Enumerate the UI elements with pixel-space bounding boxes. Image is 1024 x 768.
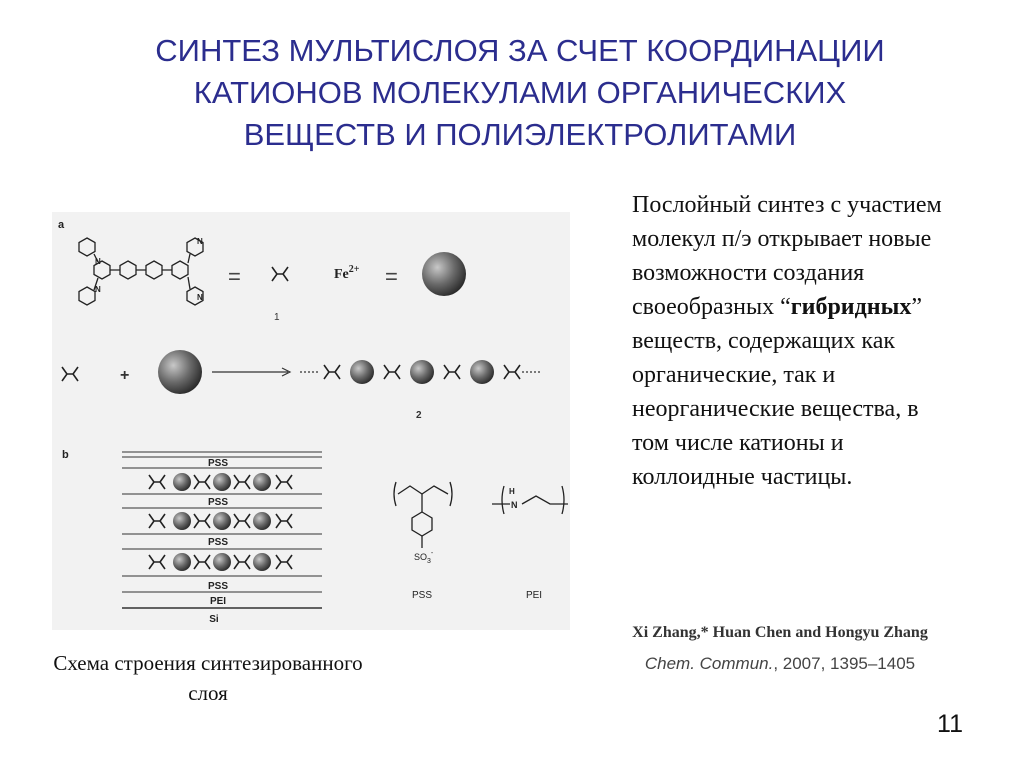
- body-line-4-post: ”: [911, 294, 922, 320]
- body-line-6: органические, так и: [632, 362, 836, 388]
- body-line-4: [632, 290, 1012, 324]
- title-line-1: СИНТЕЗ МУЛЬТИСЛОЯ ЗА СЧЕТ КООРДИНАЦИИ: [155, 33, 885, 68]
- layer-label-si: Si: [209, 614, 219, 625]
- reaction-ion-sphere: [158, 350, 202, 394]
- layer-label-pss-2: PSS: [207, 497, 229, 508]
- fe-label: [334, 264, 360, 282]
- pei-h-label: H: [509, 487, 515, 496]
- body-line-8: том числе катионы и: [632, 430, 844, 456]
- journal-details: , 2007, 1395–1405: [773, 654, 916, 673]
- n-label-1: N: [95, 257, 101, 266]
- plus-sign: +: [120, 367, 130, 384]
- compound-1-label: 1: [274, 312, 280, 323]
- caption-line-1: Схема строения синтезированного: [53, 651, 363, 675]
- n-label-2: N: [95, 285, 101, 294]
- compound-2-label: 2: [416, 410, 422, 421]
- panel-b-label: b: [62, 449, 69, 461]
- ligand-symbol: [272, 267, 288, 281]
- body-line-2: молекул п/э открывает новые: [632, 226, 932, 252]
- panel-a-label: a: [58, 219, 65, 231]
- body-paragraph: [632, 188, 1012, 494]
- n-label-3: N: [197, 237, 203, 246]
- equals-sign-2: =: [385, 264, 398, 289]
- pei-n-label: N: [511, 500, 518, 510]
- pei-structure-label: PEI: [525, 590, 543, 601]
- layer-label-pss-3: PSS: [207, 537, 229, 548]
- layer-label-pss-4: PSS: [207, 581, 229, 592]
- fe-ion-sphere: [422, 252, 466, 296]
- figure-caption: [12, 648, 404, 708]
- pss-structure-label: PSS: [411, 590, 433, 601]
- multilayer-stack: [122, 452, 322, 625]
- caption-line-2: слоя: [188, 681, 228, 705]
- equals-sign-1: =: [228, 264, 241, 289]
- body-line-3: возможности создания: [632, 260, 865, 286]
- fe-symbol: Fe: [334, 267, 349, 282]
- terpyridine-structure: [79, 237, 203, 305]
- body-line-1: Послойный синтез с участием: [632, 192, 942, 218]
- hybrid-word: гибридных: [790, 294, 912, 320]
- pss-structure: [394, 482, 452, 601]
- title-line-3: ВЕЩЕСТВ И ПОЛИЭЛЕКТРОЛИТАМИ: [243, 117, 797, 152]
- reference-journal: [600, 654, 960, 674]
- title-line-2: КАТИОНОВ МОЛЕКУЛАМИ ОРГАНИЧЕСКИХ: [193, 75, 847, 110]
- fe-charge: 2+: [348, 264, 360, 275]
- multilayer-scheme-figure: [52, 212, 570, 630]
- coordination-polymer-chain: [300, 360, 540, 384]
- n-label-4: N: [197, 293, 203, 302]
- body-line-4-pre: своеобразных “: [632, 294, 791, 320]
- body-line-5: веществ, содержащих как: [632, 328, 896, 354]
- body-line-7: неорганические вещества, в: [632, 396, 919, 422]
- layer-label-pss-1: PSS: [207, 458, 229, 469]
- reference-authors: Xi Zhang,* Huan Chen and Hongyu Zhang: [632, 624, 928, 641]
- reaction-ligand: [62, 367, 78, 381]
- pei-structure: [492, 486, 568, 601]
- slide-title: [120, 30, 920, 156]
- journal-name: Chem. Commun.: [644, 654, 774, 673]
- so3-label: $SO_3^-$: [414, 550, 434, 565]
- page-number: 11: [937, 710, 963, 738]
- body-line-9: коллоидные частицы.: [632, 464, 853, 490]
- layer-label-pei: PEI: [209, 596, 227, 607]
- scheme-svg: [52, 212, 570, 630]
